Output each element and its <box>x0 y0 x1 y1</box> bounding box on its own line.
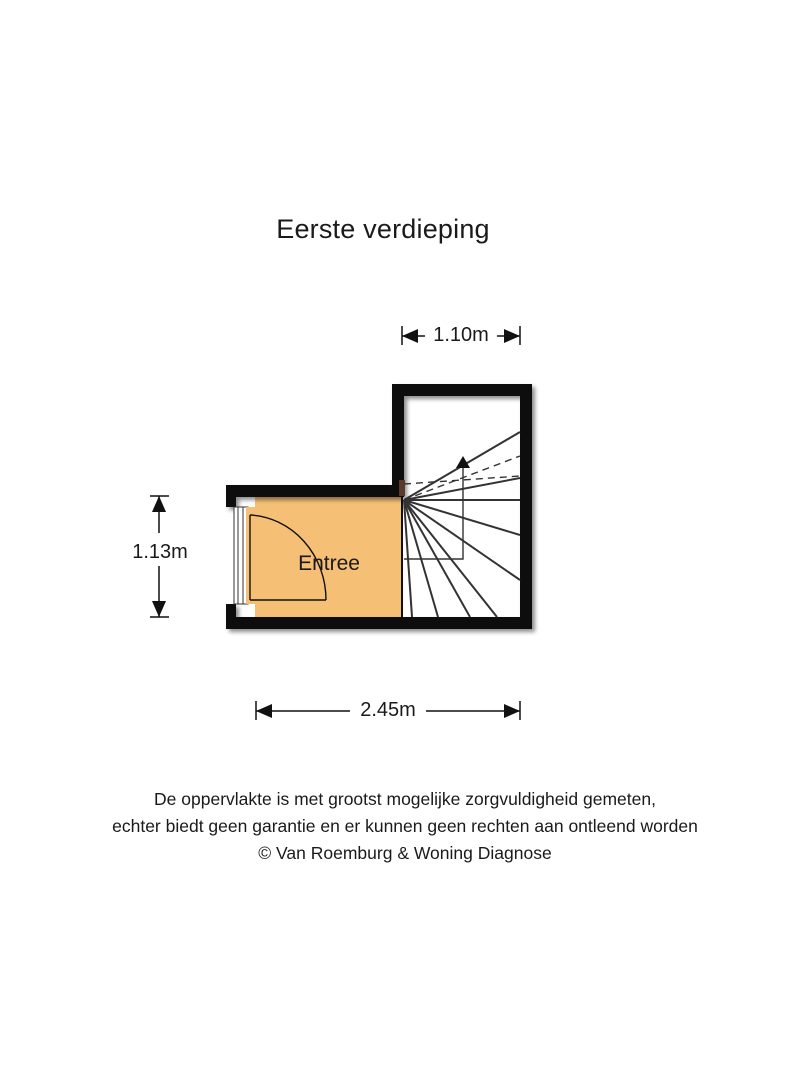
disclaimer <box>0 786 810 867</box>
wall-left-lower <box>226 604 236 629</box>
dimension-top-label: 1.10m <box>433 324 489 346</box>
disclaimer-line-1: De oppervlakte is met grootst mogelijke zorgvuldigheid gemeten, <box>154 789 656 809</box>
wall-stair-left <box>392 384 404 496</box>
dimension-left-label: 1.13m <box>132 541 188 563</box>
room-label-entree: Entree <box>298 552 360 575</box>
copyright-line: © Van Roemburg & Woning Diagnose <box>258 843 552 863</box>
wall-stair-right <box>520 384 532 629</box>
front-window <box>234 507 248 604</box>
floor-title: Eerste verdieping <box>276 214 490 244</box>
disclaimer-line-2: echter biedt geen garantie en er kunnen geen rechten aan ontleend worden <box>112 816 698 836</box>
wall-left-upper <box>226 485 236 507</box>
stair-post <box>399 480 405 496</box>
wall-stair-top <box>392 384 532 396</box>
dimension-bottom-label: 2.45m <box>360 699 416 721</box>
wall-bottom <box>226 617 532 629</box>
wall-entree-top <box>226 485 404 497</box>
